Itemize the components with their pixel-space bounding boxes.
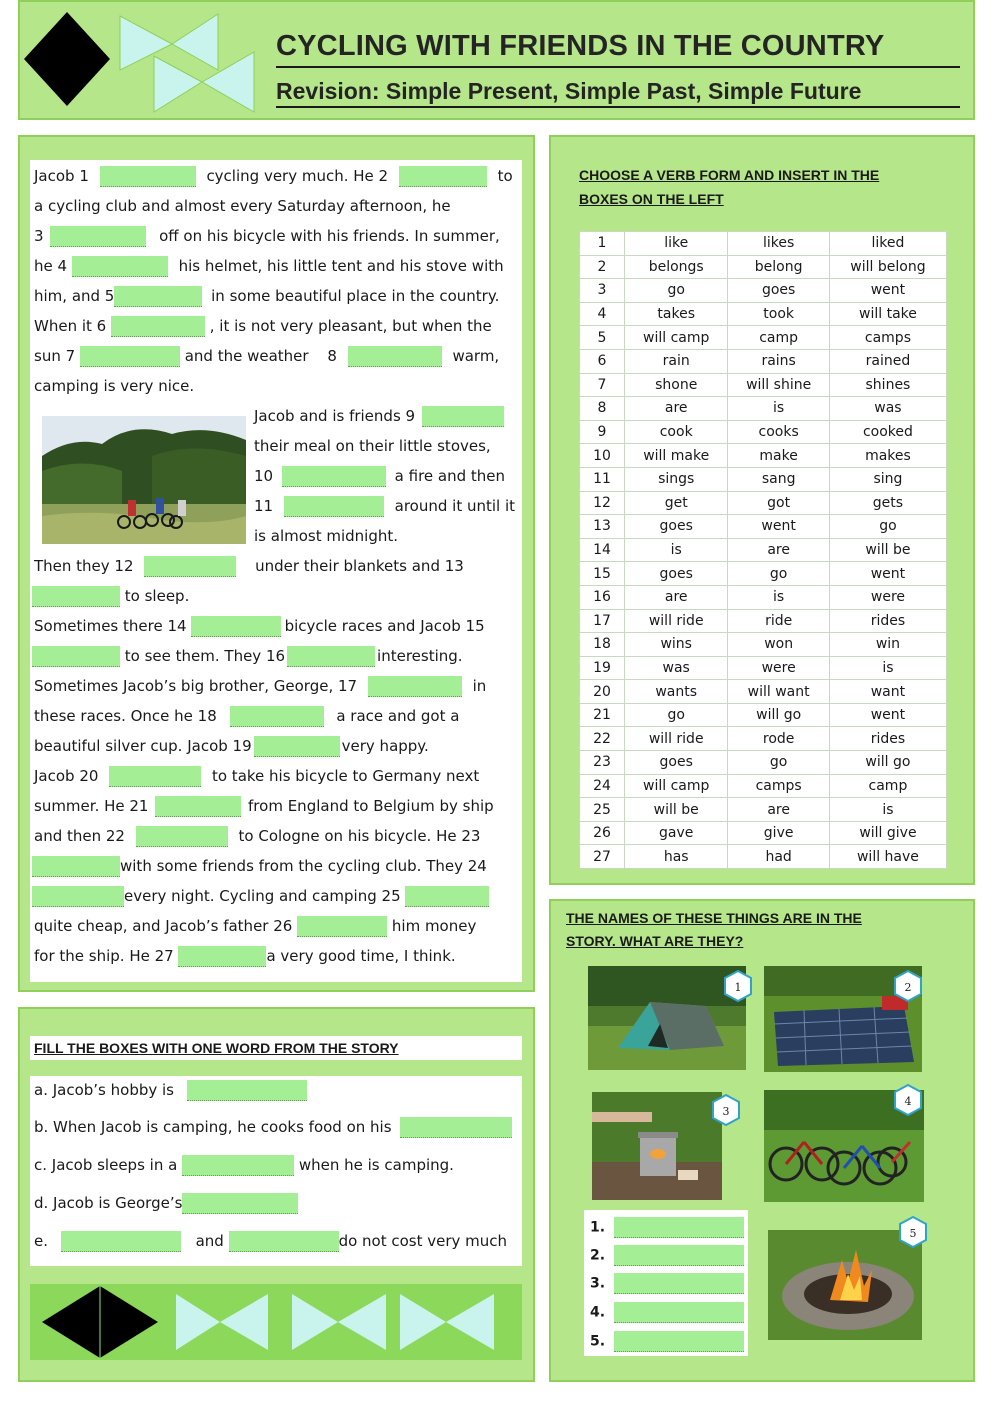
answer-box-5[interactable] <box>114 286 202 307</box>
verb-row-number: 18 <box>580 633 625 657</box>
verb-option[interactable]: go <box>728 751 829 775</box>
verb-option[interactable]: liked <box>829 232 946 256</box>
story-line-7: sun 7 and the weather 8 warm, <box>34 347 500 365</box>
story-line-27: for the ship. He 27 a very good time, I think. <box>34 947 456 965</box>
fill-box-d[interactable] <box>182 1193 298 1214</box>
story-line-21: Jacob 20 to take his bicycle to Germany next <box>34 767 480 785</box>
verb-row-number: 21 <box>580 703 625 727</box>
verb-row <box>580 349 947 373</box>
verb-option[interactable]: sing <box>829 467 946 491</box>
bowtie-shape-1 <box>120 14 218 70</box>
things-box-1[interactable] <box>614 1217 744 1238</box>
story-line-10: their meal on their little stoves, <box>254 437 491 455</box>
verb-option[interactable]: camps <box>829 326 946 350</box>
things-answer-3: 3. <box>590 1273 744 1294</box>
verb-row <box>580 821 947 845</box>
verb-option[interactable]: rains <box>728 349 829 373</box>
answer-box-19[interactable] <box>254 736 340 757</box>
verb-option[interactable]: makes <box>829 444 946 468</box>
story-line-11: 10 a fire and then <box>254 467 506 485</box>
verb-row <box>580 538 947 562</box>
story-line-1: Jacob 1 cycling very much. He 2 to <box>34 167 513 185</box>
verb-row-number: 8 <box>580 397 625 421</box>
verb-row <box>580 774 947 798</box>
svg-text:2: 2 <box>904 981 912 994</box>
story-line-14: Then they 12 under their blankets and 13 <box>34 557 464 575</box>
verb-row-number: 6 <box>580 349 625 373</box>
verb-heading-2: BOXES ON THE LEFT <box>579 191 724 207</box>
verb-option[interactable]: go <box>625 703 728 727</box>
verb-row-number: 7 <box>580 373 625 397</box>
fill-line-d: d. Jacob is George’s <box>34 1193 298 1214</box>
header-decoration <box>22 4 262 116</box>
verb-row <box>580 444 947 468</box>
verb-option[interactable]: wins <box>625 633 728 657</box>
things-box-2[interactable] <box>614 1245 744 1266</box>
things-answer-5: 5. <box>590 1331 744 1352</box>
verb-option[interactable]: will go <box>829 751 946 775</box>
verb-heading-1: CHOOSE A VERB FORM AND INSERT IN THE <box>579 167 880 183</box>
verb-option[interactable]: shone <box>625 373 728 397</box>
answer-box-17[interactable] <box>368 676 462 697</box>
verb-option[interactable]: wants <box>625 680 728 704</box>
verb-option[interactable]: are <box>728 538 829 562</box>
answer-box-26[interactable] <box>297 916 387 937</box>
verb-option[interactable]: went <box>728 515 829 539</box>
verb-option[interactable]: went <box>829 562 946 586</box>
verb-option[interactable]: cooked <box>829 420 946 444</box>
verb-option[interactable]: will belong <box>829 255 946 279</box>
verb-option[interactable]: was <box>829 397 946 421</box>
fill-box-b[interactable] <box>400 1117 512 1138</box>
story-line-23: and then 22 to Cologne on his bicycle. He 23 <box>34 827 481 845</box>
fill-box-c[interactable] <box>182 1155 294 1176</box>
verb-row-number: 4 <box>580 302 625 326</box>
answer-box-3[interactable] <box>50 226 146 247</box>
verb-option[interactable]: camp <box>829 774 946 798</box>
verb-row <box>580 467 947 491</box>
verb-option[interactable]: will camp <box>625 326 728 350</box>
verb-row-number: 24 <box>580 774 625 798</box>
verb-row-number: 11 <box>580 467 625 491</box>
answer-box-22[interactable] <box>136 826 228 847</box>
answer-box-8[interactable] <box>348 346 442 367</box>
verb-option[interactable]: will want <box>728 680 829 704</box>
verb-row <box>580 491 947 515</box>
answer-box-27[interactable] <box>178 946 266 967</box>
story-line-3: 3 off on his bicycle with his friends. In summer, <box>34 227 500 245</box>
fill-box-e2[interactable] <box>229 1231 339 1252</box>
fill-line-c: c. Jacob sleeps in a when he is camping. <box>34 1156 454 1174</box>
story-line-19: these races. Once he 18 a race and got a <box>34 707 460 725</box>
verb-option[interactable]: got <box>728 491 829 515</box>
verb-option[interactable]: rides <box>829 609 946 633</box>
verb-option[interactable]: takes <box>625 302 728 326</box>
verb-row <box>580 751 947 775</box>
verb-option[interactable]: will shine <box>728 373 829 397</box>
things-answer-4: 4. <box>590 1302 744 1323</box>
verb-option[interactable]: camps <box>728 774 829 798</box>
verb-row-number: 1 <box>580 232 625 256</box>
story-line-13: is almost midnight. <box>254 527 399 545</box>
svg-text:3: 3 <box>722 1105 730 1118</box>
title-rule <box>276 66 960 68</box>
things-heading-1: THE NAMES OF THESE THINGS ARE IN THE <box>566 910 862 926</box>
fill-box-e1[interactable] <box>61 1231 181 1252</box>
footer-bowtie-2 <box>292 1294 386 1350</box>
verb-option[interactable]: like <box>625 232 728 256</box>
verb-option[interactable]: won <box>728 633 829 657</box>
verb-option[interactable]: get <box>625 491 728 515</box>
fill-heading: FILL THE BOXES WITH ONE WORD FROM THE STORY <box>34 1040 399 1056</box>
story-line-24: with some friends from the cycling club. They 24 <box>32 856 487 877</box>
story-line-15: to sleep. <box>32 586 189 607</box>
verb-option[interactable]: took <box>728 302 829 326</box>
verb-option[interactable]: goes <box>625 751 728 775</box>
verb-row-number: 13 <box>580 515 625 539</box>
verb-option[interactable]: were <box>728 656 829 680</box>
verb-option[interactable]: belongs <box>625 255 728 279</box>
verb-row-number: 16 <box>580 585 625 609</box>
page-subtitle: Revision: Simple Present, Simple Past, Simple Future <box>276 78 862 104</box>
verb-row-number: 23 <box>580 751 625 775</box>
verb-option[interactable]: goes <box>625 562 728 586</box>
verb-row-number: 12 <box>580 491 625 515</box>
fill-line-e: e. and do not cost very much <box>34 1232 508 1250</box>
answer-box-16[interactable] <box>287 646 375 667</box>
verb-row-number: 26 <box>580 821 625 845</box>
verb-option[interactable]: go <box>829 515 946 539</box>
answer-box-10[interactable] <box>282 466 386 487</box>
verb-table <box>579 231 947 869</box>
verb-option[interactable]: sang <box>728 467 829 491</box>
verb-option[interactable]: will be <box>829 538 946 562</box>
verb-option[interactable]: shines <box>829 373 946 397</box>
answer-box-20[interactable] <box>109 766 201 787</box>
verb-option[interactable]: is <box>625 538 728 562</box>
svg-text:4: 4 <box>904 1095 912 1108</box>
verb-option[interactable]: camp <box>728 326 829 350</box>
verb-row <box>580 279 947 303</box>
fill-line-a: a. Jacob’s hobby is <box>34 1080 307 1101</box>
answer-box-7[interactable] <box>80 346 180 367</box>
story-line-17: to see them. They 16 interesting. <box>32 646 463 667</box>
answer-box-6[interactable] <box>111 316 205 337</box>
footer-bowtie-3 <box>400 1294 494 1350</box>
footer-bowtie-1 <box>176 1294 268 1350</box>
story-line-6: When it 6 , it is not very pleasant, but when the <box>34 317 492 335</box>
verb-row <box>580 562 947 586</box>
answer-box-18[interactable] <box>230 706 324 727</box>
verb-row <box>580 656 947 680</box>
verb-row <box>580 680 947 704</box>
verb-option[interactable]: rain <box>625 349 728 373</box>
verb-option[interactable]: will take <box>829 302 946 326</box>
cyclists-photo <box>42 416 246 544</box>
verb-option[interactable]: win <box>829 633 946 657</box>
verb-option[interactable]: are <box>728 798 829 822</box>
answer-box-15[interactable] <box>32 646 120 667</box>
number-badge-3 <box>710 1094 742 1126</box>
verb-option[interactable]: rode <box>728 727 829 751</box>
verb-option[interactable]: likes <box>728 232 829 256</box>
verb-row <box>580 609 947 633</box>
verb-option[interactable]: gets <box>829 491 946 515</box>
verb-row <box>580 798 947 822</box>
verb-row <box>580 302 947 326</box>
verb-row-number: 15 <box>580 562 625 586</box>
verb-option[interactable]: will go <box>728 703 829 727</box>
verb-option[interactable]: make <box>728 444 829 468</box>
verb-option[interactable]: go <box>625 279 728 303</box>
story-line-4: he 4 his helmet, his little tent and his stove with <box>34 257 504 275</box>
verb-option[interactable]: is <box>829 798 946 822</box>
verb-row <box>580 727 947 751</box>
black-diamond-shape <box>24 12 110 106</box>
verb-row <box>580 515 947 539</box>
story-line-2: a cycling club and almost every Saturday afternoon, he <box>34 197 451 215</box>
story-line-22: summer. He 21 from England to Belgium by ship <box>34 797 494 815</box>
answer-box-25[interactable] <box>405 886 489 907</box>
verb-option[interactable]: goes <box>625 515 728 539</box>
verb-option[interactable]: will give <box>829 821 946 845</box>
verb-row-number: 5 <box>580 326 625 350</box>
things-answer-2: 2. <box>590 1245 744 1266</box>
things-box-4[interactable] <box>614 1302 744 1323</box>
verb-option[interactable]: give <box>728 821 829 845</box>
answer-box-9[interactable] <box>422 406 504 427</box>
answer-box-21[interactable] <box>155 796 241 817</box>
story-line-8: camping is very nice. <box>34 377 195 395</box>
answer-box-23[interactable] <box>32 856 120 877</box>
answer-box-14[interactable] <box>191 616 281 637</box>
verb-option[interactable]: went <box>829 703 946 727</box>
verb-option[interactable]: will make <box>625 444 728 468</box>
verb-row-number: 22 <box>580 727 625 751</box>
verb-row <box>580 585 947 609</box>
verb-row-number: 10 <box>580 444 625 468</box>
story-line-12: 11 around it until it <box>254 497 516 515</box>
verb-row-number: 27 <box>580 845 625 869</box>
verb-option[interactable]: is <box>829 656 946 680</box>
verb-row <box>580 703 947 727</box>
svg-text:1: 1 <box>734 981 742 994</box>
verb-row-number: 3 <box>580 279 625 303</box>
verb-option[interactable]: is <box>728 397 829 421</box>
answer-box-11[interactable] <box>284 496 384 517</box>
verb-row-number: 19 <box>580 656 625 680</box>
fill-line-b: b. When Jacob is camping, he cooks food on his <box>34 1117 512 1138</box>
page-title: CYCLING WITH FRIENDS IN THE COUNTRY <box>276 30 885 62</box>
verb-option[interactable]: will be <box>625 798 728 822</box>
verb-option[interactable]: want <box>829 680 946 704</box>
verb-option[interactable]: has <box>625 845 728 869</box>
verb-option[interactable]: ride <box>728 609 829 633</box>
things-box-5[interactable] <box>614 1331 744 1352</box>
verb-option[interactable]: goes <box>728 279 829 303</box>
verb-option[interactable]: will camp <box>625 774 728 798</box>
verb-row <box>580 326 947 350</box>
verb-option[interactable]: cook <box>625 420 728 444</box>
verb-option[interactable]: rides <box>829 727 946 751</box>
answer-box-2[interactable] <box>399 166 487 187</box>
answer-box-13[interactable] <box>32 586 120 607</box>
story-line-25: every night. Cycling and camping 25 <box>32 886 489 907</box>
verb-row <box>580 420 947 444</box>
verb-option[interactable]: are <box>625 397 728 421</box>
verb-row <box>580 845 947 869</box>
number-badge-1 <box>722 970 754 1002</box>
verb-row-number: 14 <box>580 538 625 562</box>
story-line-20: beautiful silver cup. Jacob 19 very happy. <box>34 737 429 755</box>
fill-box-a[interactable] <box>187 1080 307 1101</box>
verb-option[interactable]: are <box>625 585 728 609</box>
verb-option[interactable]: is <box>728 585 829 609</box>
verb-option[interactable]: rained <box>829 349 946 373</box>
verb-option[interactable]: was <box>625 656 728 680</box>
things-box-3[interactable] <box>614 1273 744 1294</box>
verb-option[interactable]: gave <box>625 821 728 845</box>
verb-option[interactable]: will ride <box>625 609 728 633</box>
verb-option[interactable]: will ride <box>625 727 728 751</box>
verb-row-number: 20 <box>580 680 625 704</box>
verb-option[interactable]: go <box>728 562 829 586</box>
number-badge-2 <box>892 970 924 1002</box>
verb-option[interactable]: had <box>728 845 829 869</box>
verb-row <box>580 633 947 657</box>
verb-row-number: 17 <box>580 609 625 633</box>
verb-option[interactable]: were <box>829 585 946 609</box>
story-line-16: Sometimes there 14 bicycle races and Jacob 15 <box>34 617 485 635</box>
verb-row-number: 2 <box>580 255 625 279</box>
things-answer-1: 1. <box>590 1217 744 1238</box>
verb-row <box>580 255 947 279</box>
footer-decoration <box>40 1284 510 1360</box>
verb-option[interactable]: sings <box>625 467 728 491</box>
number-badge-4 <box>892 1084 924 1116</box>
verb-option[interactable]: went <box>829 279 946 303</box>
story-line-26: quite cheap, and Jacob’s father 26 him money <box>34 917 477 935</box>
stove-photo <box>592 1092 722 1200</box>
story-line-18: Sometimes Jacob’s big brother, George, 17 in <box>34 677 487 695</box>
verb-row-number: 25 <box>580 798 625 822</box>
answer-box-1[interactable] <box>100 166 196 187</box>
answer-box-12[interactable] <box>144 556 236 577</box>
verb-row <box>580 373 947 397</box>
subtitle-rule <box>276 106 960 108</box>
number-badge-5 <box>897 1216 929 1248</box>
story-line-5: him, and 5 in some beautiful place in the country. <box>34 287 500 305</box>
things-heading-2: STORY. WHAT ARE THEY? <box>566 933 744 949</box>
verb-row-number: 9 <box>580 420 625 444</box>
story-line-9: Jacob and is friends 9 <box>254 406 504 427</box>
verb-row <box>580 397 947 421</box>
verb-row <box>580 232 947 256</box>
answer-box-24[interactable] <box>32 886 124 907</box>
answer-box-4[interactable] <box>72 256 168 277</box>
verb-option[interactable]: cooks <box>728 420 829 444</box>
svg-text:5: 5 <box>909 1227 917 1240</box>
verb-option[interactable]: will have <box>829 845 946 869</box>
verb-option[interactable]: belong <box>728 255 829 279</box>
